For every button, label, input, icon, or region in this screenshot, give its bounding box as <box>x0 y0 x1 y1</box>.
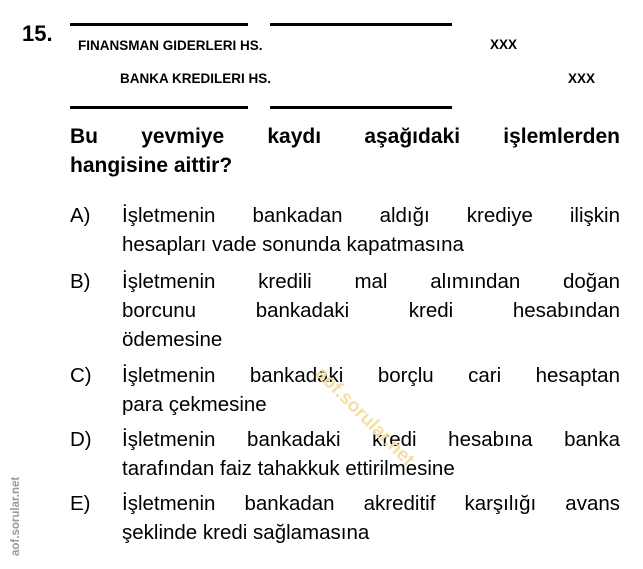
option-text-line: İşletmenin bankadaki kredi hesabına banka <box>122 428 620 451</box>
option-letter: B) <box>70 270 91 293</box>
option-letter: C) <box>70 364 92 387</box>
option-b[interactable] <box>70 267 620 354</box>
journal-top-rule-right <box>270 23 452 26</box>
option-text-line: hesapları vade sonunda kapatmasına <box>122 233 464 256</box>
option-text-line: İşletmenin kredili mal alımından doğan <box>122 270 620 293</box>
diagonal-watermark: aof.sorular.net <box>310 363 419 471</box>
option-letter: E) <box>70 492 91 515</box>
option-a[interactable] <box>70 201 620 259</box>
option-text-line: para çekmesine <box>122 393 267 416</box>
journal-top-rule-left <box>70 23 248 26</box>
journal-debit-account: FINANSMAN GIDERLERI HS. <box>78 38 263 53</box>
side-watermark: aof.sorular.net <box>10 476 22 556</box>
option-text-line: İşletmenin bankadaki borçlu cari hesaptan <box>122 364 620 387</box>
option-text-line: borcunu bankadaki kredi hesabından <box>122 299 620 322</box>
journal-credit-account: BANKA KREDILERI HS. <box>120 71 272 86</box>
option-e[interactable] <box>70 489 620 547</box>
question-stem-line-2: hangisine aittir? <box>70 154 233 177</box>
option-text-line: tarafından faiz tahakkuk ettirilmesine <box>122 457 455 480</box>
journal-credit-amount: XXX <box>568 71 596 86</box>
journal-bottom-rule-right <box>270 106 452 109</box>
option-text-line: şeklinde kredi sağlamasına <box>122 521 370 544</box>
question-number: 15. <box>22 21 53 46</box>
option-text-line: İşletmenin bankadan akreditif karşılığı avans <box>122 492 620 515</box>
option-text-line: İşletmenin bankadan aldığı krediye ilişkin <box>122 204 620 227</box>
option-d[interactable] <box>70 425 620 483</box>
question-stem-line-1: Bu yevmiye kaydı aşağıdaki işlemlerden <box>70 125 620 148</box>
journal-debit-amount: XXX <box>490 37 518 52</box>
option-letter: A) <box>70 204 91 227</box>
option-text-line: ödemesine <box>122 328 223 351</box>
journal-bottom-rule-left <box>70 106 248 109</box>
option-letter: D) <box>70 428 92 451</box>
